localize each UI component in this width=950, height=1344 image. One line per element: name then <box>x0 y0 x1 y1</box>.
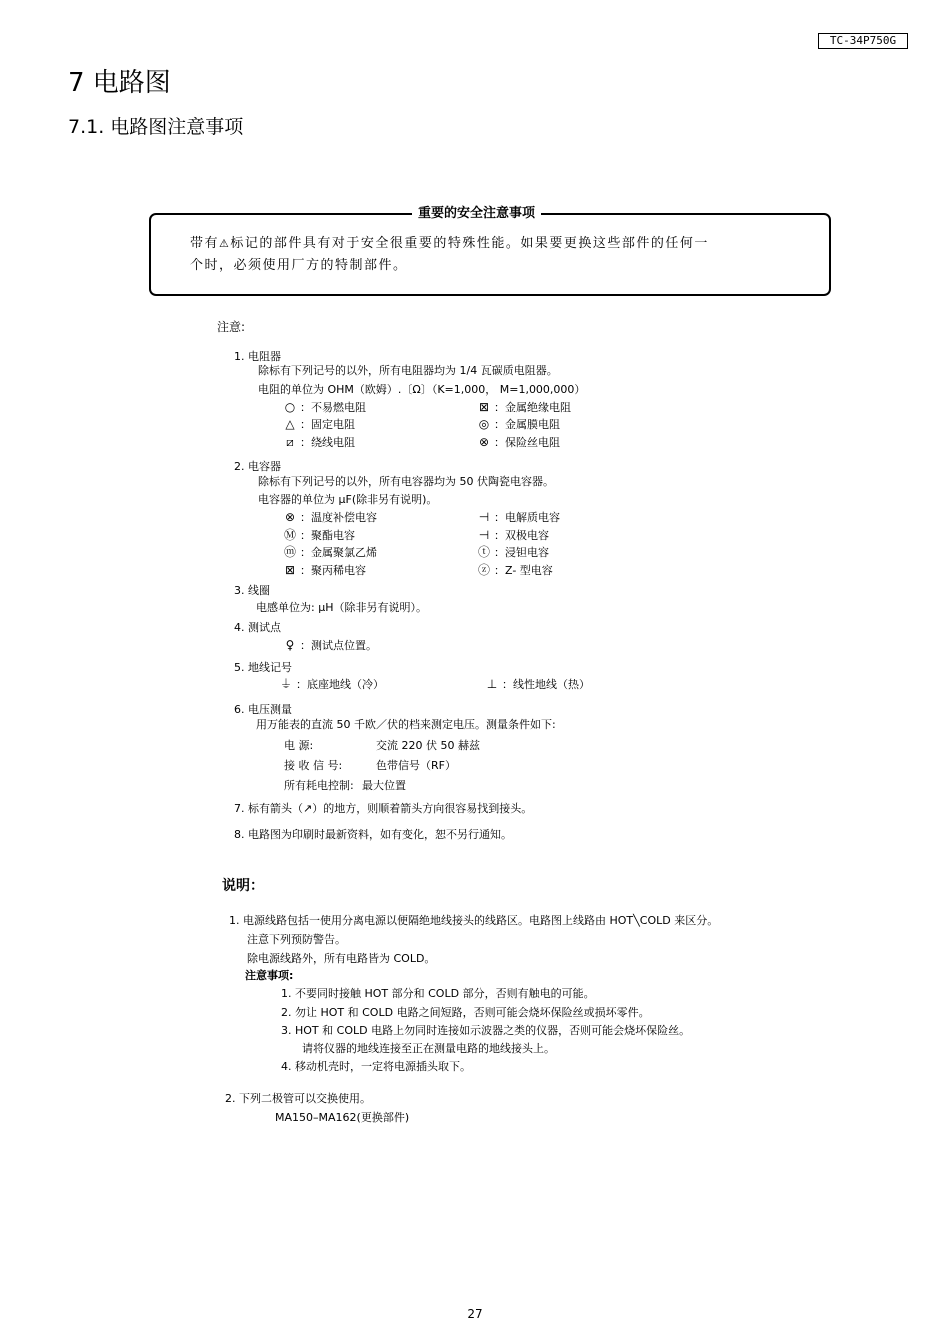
cap-polypropylene: ⊠ ：聚丙稀电容 <box>284 563 366 577</box>
note-1-desc: 除标有下列记号的以外，所有电阻器均为 1/4 瓦碳质电阻器。 <box>258 364 558 377</box>
triangle-icon: △ <box>285 417 295 431</box>
circled-m-small-icon: ⓜ <box>284 545 297 559</box>
section-title: 7.1. 电路图注意事项 <box>68 116 244 138</box>
note-1-unit: 电阻的单位为 OHM（欧姆）.〔Ω〕（K=1,000， M=1,000,000） <box>258 383 586 396</box>
crossed-box-icon: ⊠ <box>478 400 490 414</box>
explain-1c: 注意事项: <box>245 969 294 982</box>
warning-triangle-icon: ⚠ <box>219 237 231 250</box>
cap-temp-comp: ⊗ ：温度补偿电容 <box>284 510 377 524</box>
measure-signal-value: 色带信号（RF） <box>376 759 456 772</box>
circled-z-icon: ⓩ <box>478 563 491 577</box>
explain-label: 说明： <box>222 878 264 894</box>
note-2-title: 2. 电容器 <box>234 460 281 473</box>
warning-4: 4. 移动机壳时，一定将电源插头取下。 <box>281 1060 471 1073</box>
ground-chassis: ⏚ ：底座地线（冷） <box>280 677 384 691</box>
safety-line-1: 带有⚠标记的部件具有对于安全很重要的特殊性能。如果要更换这些部件的任何一 <box>190 236 709 251</box>
cap-electrolytic: ⊣ ：电解质电容 <box>478 510 560 524</box>
explain-1: 1. 电源线路包括一使用分离电源以便隔绝地线接头的线路区。电路图上线路由 HOT╲COLD 来区分。 <box>229 914 719 927</box>
measure-power-value: 交流 220 伏 50 赫兹 <box>376 739 480 752</box>
note-8: 8. 电路图为印刷时最新资料，如有变化，恕不另行通知。 <box>234 828 512 841</box>
double-circle-icon: ◎ <box>478 417 490 431</box>
measure-power-label: 电 源: <box>284 739 314 752</box>
note-2-desc: 除标有下列记号的以外，所有电容器均为 50 伏陶瓷电容器。 <box>258 475 554 488</box>
warning-3b: 请将仪器的地线连接至正在测量电路的地线接头上。 <box>302 1042 555 1055</box>
cap-polyester: Ⓜ ：聚酯电容 <box>284 528 355 542</box>
warning-2: 2. 勿让 HOT 和 COLD 电路之间短路，否则可能会烧坏保险丝或损坏零件。 <box>281 1006 650 1019</box>
circled-x-icon: ⊗ <box>478 435 490 449</box>
explain-1a: 注意下列预防警告。 <box>247 933 346 946</box>
crossed-box-icon: ⊠ <box>284 563 296 577</box>
safety-heading: 重要的安全注意事项 <box>412 202 541 221</box>
ground-line: ⊥ ：线性地线（热） <box>486 677 590 691</box>
cap-metal-pvc: ⓜ ：金属聚氯乙烯 <box>284 545 377 559</box>
notes-label: 注意: <box>217 320 246 334</box>
resistor-nonflammable: ○ ：不易燃电阻 <box>284 400 366 414</box>
bipolar-cap-icon: ⊣ <box>478 528 490 542</box>
model-number: TC-34P750G <box>818 33 908 49</box>
explain-2: 2. 下列二极管可以交换使用。 <box>225 1092 371 1105</box>
circled-x-icon: ⊗ <box>284 510 296 524</box>
measure-controls-label: 所有耗电控制: <box>284 779 354 792</box>
warning-3: 3. HOT 和 COLD 电路上勿同时连接如示波器之类的仪器，否则可能会烧坏保险丝。 <box>281 1024 691 1037</box>
circled-t-icon: ⓣ <box>478 545 491 559</box>
note-5-title: 5. 地线记号 <box>234 661 292 674</box>
note-3-desc: 电感单位为: μH（除非另有说明）。 <box>256 601 427 614</box>
note-7: 7. 标有箭头（↗）的地方，则顺着箭头方向很容易找到接头。 <box>234 802 533 815</box>
test-point-icon: ♀ <box>285 638 295 652</box>
chapter-title: 7 电路图 <box>68 68 171 98</box>
note-6-desc: 用万能表的直流 50 千欧／伏的档来测定电压。测量条件如下: <box>256 718 556 731</box>
note-2-unit: 电容器的单位为 μF(除非另有说明)。 <box>258 493 438 506</box>
note-3-title: 3. 线圈 <box>234 584 270 597</box>
measure-signal-label: 接 收 信 号: <box>284 759 343 772</box>
note-1-title: 1. 电阻器 <box>234 350 281 363</box>
resistor-metal-film: ◎ ：金属膜电阻 <box>478 417 560 431</box>
note-6-title: 6. 电压测量 <box>234 703 292 716</box>
cap-tantalum: ⓣ ：浸钽电容 <box>478 545 549 559</box>
resistor-fixed: △ ：固定电阻 <box>285 417 355 431</box>
chassis-ground-icon: ⏚ <box>280 677 293 691</box>
test-point: ♀ ：测试点位置。 <box>285 638 377 652</box>
circle-icon: ○ <box>284 400 296 414</box>
line-ground-icon: ⊥ <box>486 677 498 691</box>
safety-line-2: 个时，必须使用厂方的特制部件。 <box>190 258 408 273</box>
resistor-metal-insulated: ⊠ ：金属绝缘电阻 <box>478 400 571 414</box>
note-4-title: 4. 测试点 <box>234 621 281 634</box>
resistor-wirewound: ⧄ ：绕线电阻 <box>284 434 355 450</box>
explain-2a: MA150–MA162(更换部件) <box>275 1111 410 1124</box>
circled-m-icon: Ⓜ <box>284 528 297 542</box>
explain-1b: 除电源线路外，所有电路皆为 COLD。 <box>247 952 436 965</box>
measure-controls-value: 最大位置 <box>362 779 406 792</box>
electrolytic-cap-icon: ⊣ <box>478 510 490 524</box>
page-number: 27 <box>467 1307 483 1321</box>
cap-z-type: ⓩ ：Z- 型电容 <box>478 563 553 577</box>
resistor-fuse: ⊗ ：保险丝电阻 <box>478 435 560 449</box>
cap-bipolar: ⊣ ：双极电容 <box>478 528 549 542</box>
slashed-box-icon: ⧄ <box>286 435 294 449</box>
warning-1: 1. 不要同时接触 HOT 部分和 COLD 部分，否则有触电的可能。 <box>281 987 595 1000</box>
